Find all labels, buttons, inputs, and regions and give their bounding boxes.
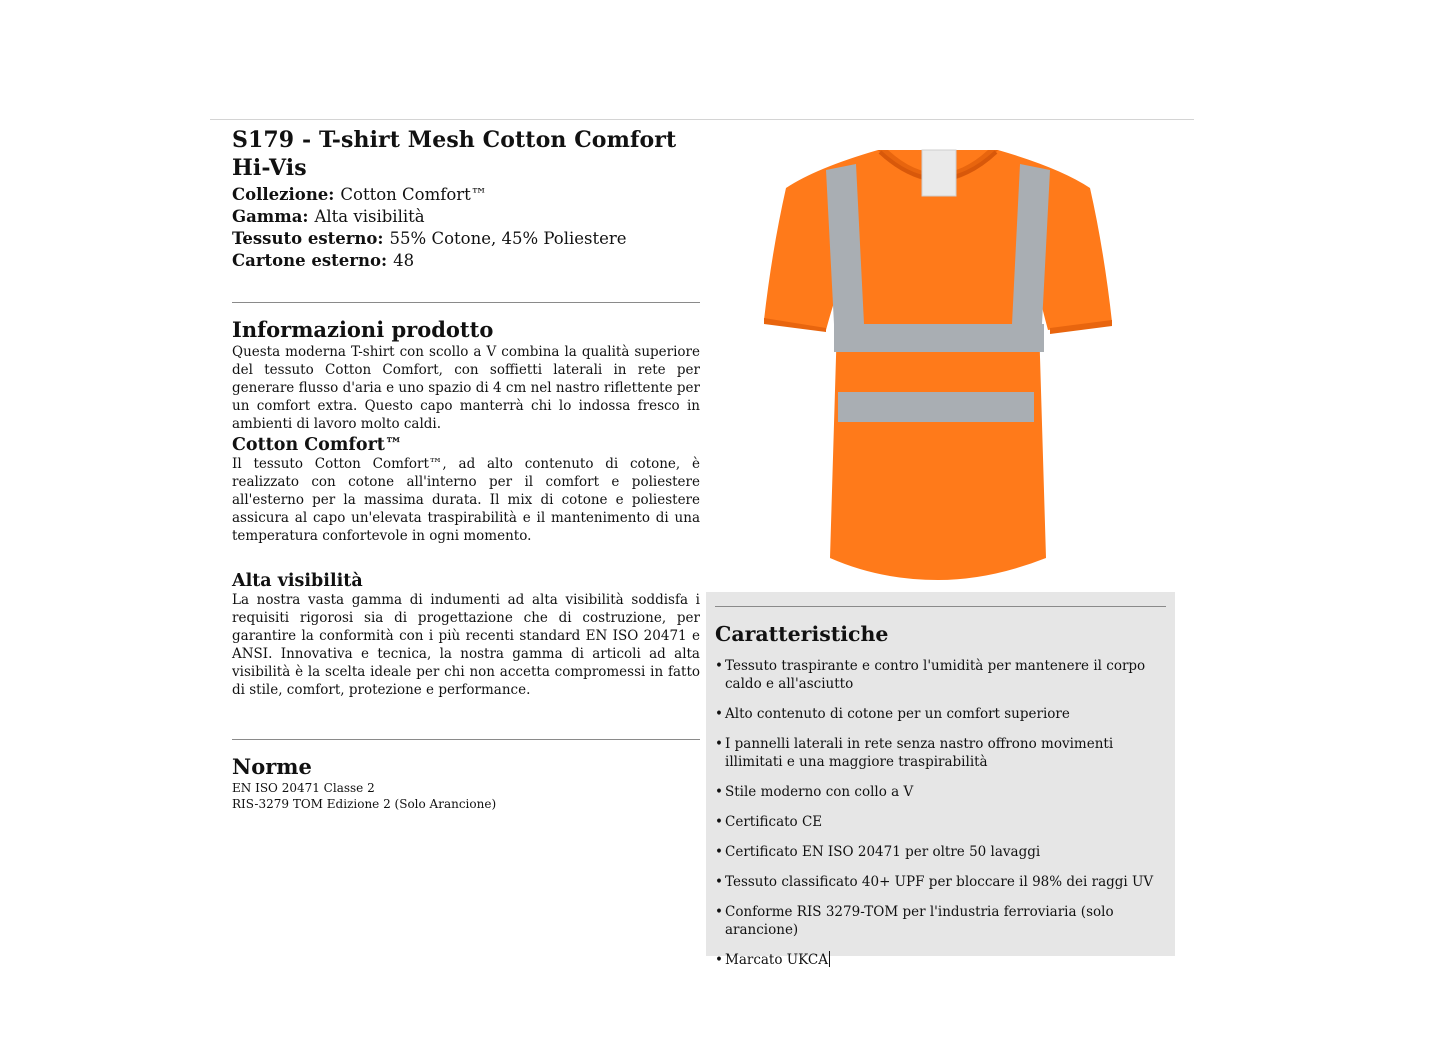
- norme-heading: Norme: [232, 754, 312, 779]
- feature-item: • Tessuto classificato 40+ UPF per bloccare il 98% dei raggi UV: [715, 873, 1167, 891]
- hi-vis-text: La nostra vasta gamma di indumenti ad alta visibilità soddisfa i requisiti rigorosi sia di progettazione che di costruzione, per garantire la conformità con i più recenti standard EN ISO 20471 e ANSI. Innovativa e tecnica, la nostra gamma di articoli ad alta visibilità è la scelta ideale per chi non accetta compromessi in fatto di stile, comfort, protezione e performance.: [232, 592, 700, 698]
- section-divider: [232, 302, 700, 303]
- tshirt-illustration: [764, 150, 1112, 580]
- spec-collection: Collezione: Cotton Comfort™: [232, 185, 488, 204]
- spec-outer-fabric: Tessuto esterno: 55% Cotone, 45% Poliestere: [232, 229, 627, 248]
- product-details: [232, 126, 700, 812]
- product-image-tshirt: [760, 140, 1116, 582]
- product-specs: [232, 184, 700, 272]
- feature-item: • Certificato CE: [715, 813, 1167, 831]
- hi-vis-heading: Alta visibilità: [232, 571, 363, 591]
- spec-range: Gamma: Alta visibilità: [232, 207, 425, 226]
- norme-standard: EN ISO 20471 Classe 2: [232, 781, 375, 795]
- top-divider: [210, 119, 1194, 120]
- features-panel: [706, 592, 1175, 968]
- feature-item: • Stile moderno con collo a V: [715, 783, 1167, 801]
- cotton-comfort-heading: Cotton Comfort™: [232, 435, 403, 455]
- product-title: S179 - T-shirt Mesh Cotton Comfort Hi-Vis: [232, 127, 677, 181]
- feature-item: • I pannelli laterali in rete senza nastro offrono movimenti illimitati e una maggiore traspirabilità: [715, 735, 1167, 771]
- product-info-heading: Informazioni prodotto: [232, 317, 494, 342]
- text-cursor: [829, 951, 830, 967]
- feature-item: • Conforme RIS 3279-TOM per l'industria ferroviaria (solo arancione): [715, 903, 1167, 939]
- feature-item: • Tessuto traspirante e contro l'umidità per mantenere il corpo caldo e all'asciutto: [715, 657, 1167, 693]
- norme-standard: RIS-3279 TOM Edizione 2 (Solo Arancione): [232, 797, 497, 811]
- cotton-comfort-text: Il tessuto Cotton Comfort™, ad alto contenuto di cotone, è realizzato con cotone all'interno per il comfort e poliestere all'esterno per la massima durata. Il mix di cotone e poliestere assicura al capo un'elevata traspirabilità e il mantenimento di una temperatura confortevole in ogni momento.: [232, 456, 700, 544]
- feature-item: • Certificato EN ISO 20471 per oltre 50 lavaggi: [715, 843, 1167, 861]
- spec-outer-carton: Cartone esterno: 48: [232, 251, 415, 270]
- feature-item: • Alto contenuto di cotone per un comfort superiore: [715, 705, 1167, 723]
- feature-item-label: Marcato UKCA: [725, 952, 828, 968]
- features-divider: [715, 606, 1166, 607]
- product-info-text: Questa moderna T-shirt con scollo a V combina la qualità superiore del tessuto Cotton Comfort, con soffietti laterali in rete per generare flusso d'aria e uno spazio di 4 cm nel nastro riflettente per un comfort extra. Questo capo manterrà chi lo indossa fresco in ambienti di lavoro molto caldi.: [232, 344, 700, 432]
- section-divider: [232, 739, 700, 740]
- features-heading: Caratteristiche: [715, 622, 889, 646]
- features-list: [715, 657, 1167, 981]
- feature-item-last[interactable]: [715, 951, 1167, 969]
